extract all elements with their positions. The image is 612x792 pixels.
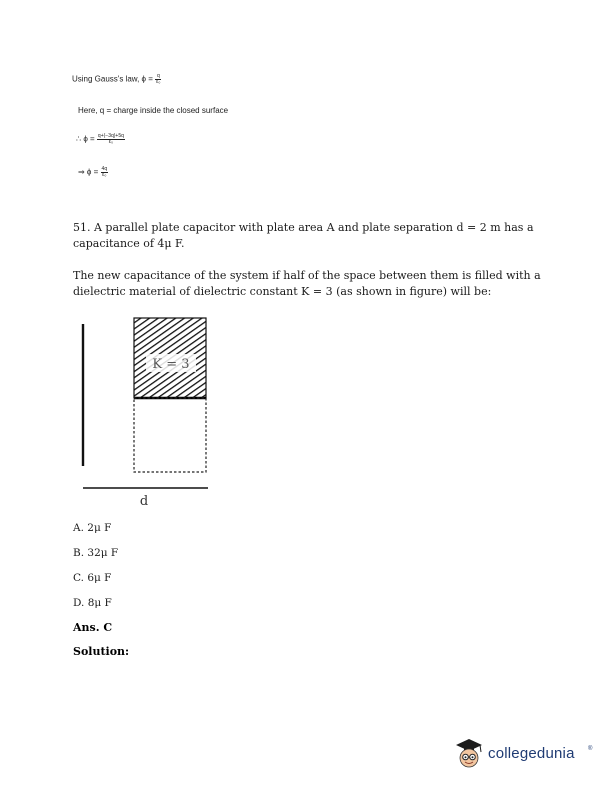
capacitor-figure	[70, 312, 220, 517]
fraction-denominator: ε₀	[156, 79, 161, 85]
fraction-numerator: q	[156, 73, 160, 79]
fraction-numerator: 4q	[101, 166, 108, 172]
brand-registered-mark: ®	[588, 746, 593, 752]
fraction-denominator: ε₀	[102, 172, 107, 178]
brand-logo	[452, 736, 600, 772]
flux-substitution-fraction	[97, 134, 125, 145]
empty-region	[134, 398, 206, 472]
flux-result-line	[78, 167, 108, 178]
gauss-law-fraction	[155, 74, 161, 85]
separation-label: d	[139, 494, 149, 509]
question-prompt: The new capacitance of the system if half of the space between them is filled with a dielectric material of dielectric constant K = 3 (as shown in figure) will be:	[73, 269, 541, 298]
flux-result-text: ⇒ ϕ =	[78, 167, 99, 177]
fraction-denominator: ε₀	[108, 139, 114, 145]
fraction-numerator: q+(−3q)+5q	[97, 133, 124, 139]
question-text: 51. A parallel plate capacitor with plate area A and plate separation d = 2 m has a capacitance of 4μ F.	[73, 221, 534, 250]
dielectric-label: K = 3	[152, 357, 190, 372]
graduate-mascot-icon	[452, 736, 486, 770]
option-a: A. 2μ F	[73, 522, 112, 534]
charge-definition: Here, q = charge inside the closed surface	[78, 106, 229, 115]
flux-substitution-text: ∴ ϕ =	[76, 134, 95, 144]
gauss-law-text: Using Gauss's law, ϕ =	[72, 74, 153, 84]
brand-name: collegedunia	[488, 745, 575, 762]
option-c: C. 6μ F	[73, 572, 112, 584]
option-d: D. 8μ F	[73, 597, 112, 609]
solution-heading: Solution:	[73, 645, 130, 658]
option-b: B. 32μ F	[73, 547, 119, 559]
answer-label: Ans. C	[73, 621, 113, 634]
flux-substitution-line	[76, 134, 125, 145]
gauss-law-line	[72, 74, 161, 85]
flux-result-fraction	[101, 167, 109, 178]
